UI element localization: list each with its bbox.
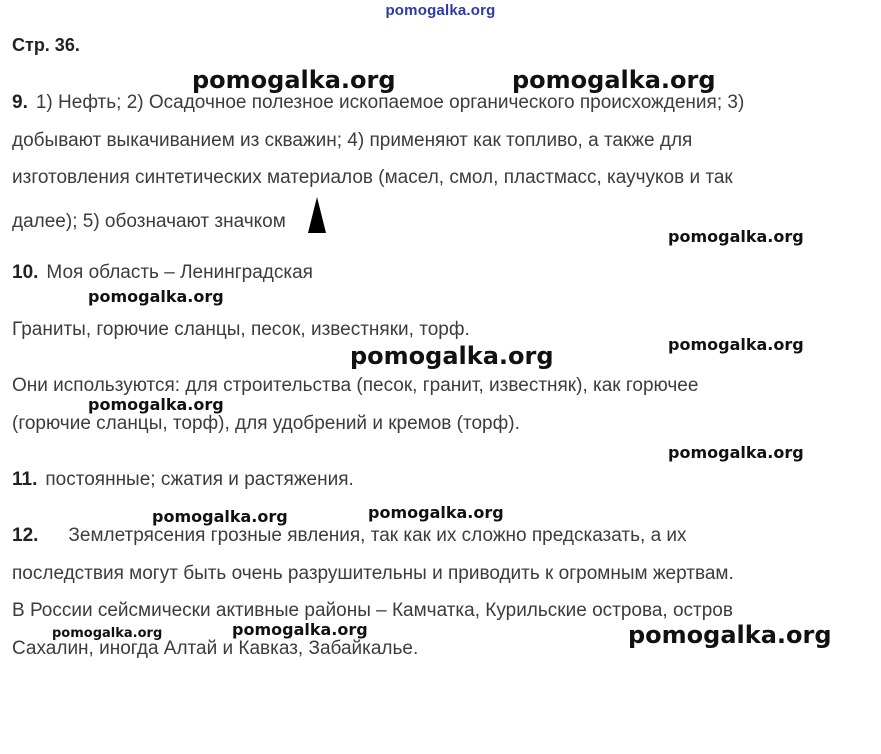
page-reference: Стр. 36. <box>12 35 80 55</box>
answer-text: 1) Нефть; 2) Осадочное полезное ископаемое органического происхождения; 3) <box>35 92 745 113</box>
answer-9-line-1 <box>12 84 870 122</box>
watermark: pomogalka.org <box>668 335 804 354</box>
watermark: pomogalka.org <box>152 507 288 526</box>
answer-text: Землетрясения грозные явления, так как их сложно предсказать, а их <box>68 525 687 546</box>
watermark: pomogalka.org <box>192 66 396 94</box>
answer-9-line-2: добывают выкачиванием из скважин; 4) применяют как топливо, а также для <box>12 129 693 151</box>
watermark: pomogalka.org <box>512 66 716 94</box>
watermark: pomogalka.org <box>368 503 504 522</box>
answer-10 <box>12 254 870 292</box>
answer-10-usage-line-2: (горючие сланцы, торф), для удобрений и кремов (торф). <box>12 412 520 434</box>
site-mark[interactable]: pomogalka.org <box>385 2 496 19</box>
answer-10-usage-line-1: Они используются: для строительства (песок, гранит, известняк), как горючее <box>12 375 699 396</box>
answer-number: 9. <box>12 92 28 113</box>
answer-number: 10. <box>12 262 39 283</box>
answer-9 <box>12 84 870 240</box>
answer-11 <box>12 461 870 499</box>
answer-number: 11. <box>12 469 38 490</box>
answer-12-line-1 <box>12 517 870 555</box>
answer-12-line-2: последствия могут быть очень разрушительны и приводить к огромным жертвам. <box>12 562 734 584</box>
answer-11-line <box>12 461 870 499</box>
answer-text: далее); 5) обозначают значком <box>12 210 286 232</box>
answer-12-line-3: В России сейсмически активные районы – Камчатка, Курильские острова, остров <box>12 600 733 621</box>
watermark: pomogalka.org <box>350 342 554 370</box>
triangle-symbol-icon <box>308 197 326 233</box>
watermark: pomogalka.org <box>88 287 224 306</box>
watermark: pomogalka.org <box>668 443 804 462</box>
answer-10-resources: Граниты, горючие сланцы, песок, известняки, торф. <box>12 319 470 340</box>
answer-text: постоянные; сжатия и растяжения. <box>45 469 354 490</box>
watermark: pomogalka.org <box>88 395 224 414</box>
watermark: pomogalka.org <box>668 227 804 246</box>
answer-10-region <box>12 254 870 292</box>
answer-number: 12. <box>12 525 39 546</box>
answer-text: Моя область – Ленинградская <box>46 262 313 283</box>
watermark: pomogalka.org <box>232 620 368 639</box>
watermark: pomogalka.org <box>52 626 163 641</box>
watermark: pomogalka.org <box>628 621 832 649</box>
answer-12-line-4: Сахалин, иногда Алтай и Кавказ, Забайкалье. <box>12 637 419 659</box>
answer-9-line-3: изготовления синтетических материалов (масел, смол, пластмасс, каучуков и так <box>12 167 733 188</box>
